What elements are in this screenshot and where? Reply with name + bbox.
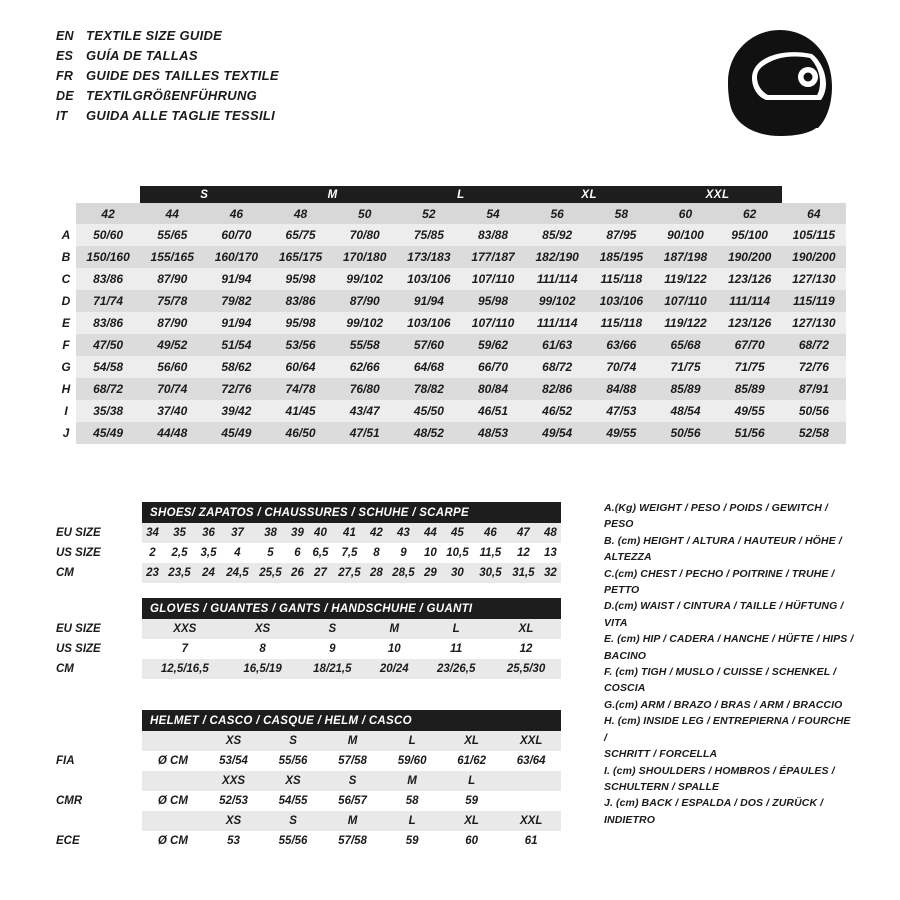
table-row: J 45/49 44/48 45/49 46/50 47/51 48/52 48/53 49/54 49/55 50/56 51/56 52/58 — [56, 422, 846, 444]
shoes-title: SHOES/ ZAPATOS / CHAUSSURES / SCHUHE / SCARPE — [142, 502, 561, 523]
row-key-b: B — [56, 246, 76, 268]
band-xxl: XXL — [653, 186, 781, 203]
helmet-fia-size-row: XS S M L XL XXL — [56, 731, 561, 751]
legend-line-h: H. (cm) INSIDE LEG / ENTREPIERNA / FOURCHE / — [604, 715, 851, 744]
title-text-en: TEXTILE SIZE GUIDE — [86, 28, 223, 43]
band-s: S — [140, 186, 268, 203]
table-row: D 71/74 75/78 79/82 83/86 87/90 91/94 95/98 99/102 103/106 107/110 111/114 115/119 — [56, 290, 846, 312]
shoes-eu-label: EU SIZE — [56, 523, 142, 543]
title-text-fr: GUIDE DES TAILLES TEXTILE — [86, 68, 279, 83]
title-lang-it: IT — [56, 109, 68, 123]
title-row-es — [56, 48, 279, 68]
title-row-fr — [56, 68, 279, 88]
legend-line-f: F. (cm) TIGH / MUSLO / CUISSE / SCHENKEL / COSCIA — [604, 666, 837, 695]
title-lang-en: EN — [56, 29, 74, 43]
size-52: 52 — [397, 203, 461, 224]
size-number-row — [56, 203, 846, 224]
helmet-fia-value-row: FIA Ø CM 53/54 55/56 57/58 59/60 61/62 63/64 — [56, 751, 561, 771]
shoes-us-label: US SIZE — [56, 543, 142, 563]
helmet-ece-unit: Ø CM — [142, 831, 204, 851]
helmet-fia-unit: Ø CM — [142, 751, 204, 771]
title-text-es: GUÍA DE TALLAS — [86, 48, 198, 63]
gloves-us-row: US SIZE 7 8 9 10 11 12 — [56, 639, 561, 659]
legend-line-b: B. (cm) HEIGHT / ALTURA / HAUTEUR / HÖHE / ALTEZZA — [604, 534, 842, 564]
legend-line-j: J. (cm) BACK / ESPALDA / DOS / ZURÜCK / INDIETRO — [604, 797, 824, 826]
shoes-block — [56, 502, 561, 583]
band-l: L — [397, 186, 525, 203]
size-46: 46 — [204, 203, 268, 224]
table-row: B 150/160 155/165 160/170 165/175 170/180 173/183 177/187 182/190 185/195 187/198 190/200 190/200 — [56, 246, 846, 268]
legend-line-d: D.(cm) WAIST / CINTURA / TAILLE / HÜFTUNG / VITA — [604, 600, 844, 629]
size-band-row — [56, 186, 846, 203]
size-54: 54 — [461, 203, 525, 224]
row-key-g: G — [56, 356, 76, 378]
helmet-ece-size-row: XS S M L XL XXL — [56, 811, 561, 831]
title-row-de — [56, 88, 279, 108]
legend-line-a: A.(Kg) WEIGHT / PESO / POIDS / GEWITCH / PESO — [604, 502, 828, 531]
title-row-en — [56, 28, 279, 48]
gloves-cm-row: CM 12,5/16,5 16,5/19 18/21,5 20/24 23/26,5 25,5/30 — [56, 659, 561, 679]
size-44: 44 — [140, 203, 204, 224]
table-row: C 83/86 87/90 91/94 95/98 99/102 103/106 107/110 111/114 115/118 119/122 123/126 127/130 — [56, 268, 846, 290]
title-lang-de: DE — [56, 89, 74, 103]
helmet-ece-value-row: ECE Ø CM 53 55/56 57/58 59 60 61 — [56, 831, 561, 851]
band-m: M — [268, 186, 396, 203]
table-row: H 68/72 70/74 72/76 74/78 76/80 78/82 80/84 82/86 84/88 85/89 85/89 87/91 — [56, 378, 846, 400]
title-lang-es: ES — [56, 49, 74, 63]
gloves-header-void — [56, 598, 142, 619]
row-key-h: H — [56, 378, 76, 400]
table-row: F 47/50 49/52 51/54 53/56 55/58 57/60 59/62 61/63 63/66 65/68 67/70 68/72 — [56, 334, 846, 356]
row-key-a: A — [56, 224, 76, 246]
helmet-block — [56, 710, 561, 851]
table-row: A 50/60 55/65 60/70 65/75 70/80 75/85 83/88 85/92 87/95 90/100 95/100 105/115 — [56, 224, 846, 246]
title-block — [56, 28, 279, 128]
row-key-d: D — [56, 290, 76, 312]
band-xl: XL — [525, 186, 653, 203]
size-58: 58 — [589, 203, 653, 224]
title-row-it — [56, 108, 279, 128]
row-key-j: J — [56, 422, 76, 444]
helmet-cmr-label: CMR — [56, 791, 142, 811]
size-60: 60 — [653, 203, 717, 224]
textile-size-table — [56, 186, 846, 444]
size-56: 56 — [525, 203, 589, 224]
helmet-cmr-unit: Ø CM — [142, 791, 204, 811]
helmet-header-row — [56, 710, 561, 731]
gloves-cm-label: CM — [56, 659, 142, 679]
helmet-title: HELMET / CASCO / CASQUE / HELM / CASCO — [142, 710, 561, 731]
row-key-e: E — [56, 312, 76, 334]
size-42: 42 — [76, 203, 140, 224]
legend-line-g: G.(cm) ARM / BRAZO / BRAS / ARM / BRACCIO — [604, 698, 843, 711]
shoes-eu-row: EU SIZE 34 35 36 37 38 39 40 41 42 43 44 45 46 47 48 — [56, 523, 561, 543]
helmet-ece-label: ECE — [56, 831, 142, 851]
legend-line-i-cont: SCHULTERN / SPALLE — [604, 780, 720, 793]
shoes-cm-label: CM — [56, 563, 142, 583]
title-text-it: GUIDA ALLE TAGLIE TESSILI — [86, 108, 276, 123]
shoes-header-row — [56, 502, 561, 523]
row-key-c: C — [56, 268, 76, 290]
legend-line-e: E. (cm) HIP / CADERA / HANCHE / HÜFTE / HIPS / BACINO — [604, 633, 854, 662]
gloves-eu-row: EU SIZE XXS XS S M L XL — [56, 619, 561, 639]
size-62: 62 — [718, 203, 782, 224]
gloves-header-row — [56, 598, 561, 619]
helmet-cmr-size-row: XXS XS S M L — [56, 771, 561, 791]
legend-line-c: C.(cm) CHEST / PECHO / POITRINE / TRUHE / PETTO — [604, 567, 835, 597]
gloves-eu-label: EU SIZE — [56, 619, 142, 639]
table-row: E 83/86 87/90 91/94 95/98 99/102 103/106 107/110 111/114 115/118 119/122 123/126 127/130 — [56, 312, 846, 334]
helmet-icon — [720, 24, 840, 144]
size-64: 64 — [782, 203, 846, 224]
row-key-i: I — [56, 400, 76, 422]
size-50: 50 — [333, 203, 397, 224]
helmet-fia-label: FIA — [56, 751, 142, 771]
title-lang-fr: FR — [56, 69, 74, 83]
title-text-de: TEXTILGRÖßENFÜHRUNG — [86, 88, 258, 103]
table-row: I 35/38 37/40 39/42 41/45 43/47 45/50 46/51 46/52 47/53 48/54 49/55 50/56 — [56, 400, 846, 422]
gloves-us-label: US SIZE — [56, 639, 142, 659]
band-blank-end — [782, 186, 846, 203]
legend-line-i: I. (cm) SHOULDERS / HOMBROS / ÉPAULES / — [604, 764, 835, 777]
legend-line-h-cont: SCHRITT / FORCELLA — [604, 748, 718, 761]
shoes-us-row: US SIZE 2 2,5 3,5 4 5 6 6,5 7,5 8 9 10 10,5 11,5 12 13 — [56, 543, 561, 563]
gloves-title: GLOVES / GUANTES / GANTS / HANDSCHUHE / GUANTI — [142, 598, 561, 619]
shoes-cm-row: CM 23 23,5 24 24,5 25,5 26 27 27,5 28 28,5 29 30 30,5 31,5 32 — [56, 563, 561, 583]
band-blank — [76, 186, 140, 203]
size-48: 48 — [268, 203, 332, 224]
helmet-cmr-value-row: CMR Ø CM 52/53 54/55 56/57 58 59 — [56, 791, 561, 811]
measurement-legend — [604, 500, 854, 828]
row-key-f: F — [56, 334, 76, 356]
table-row: G 54/58 56/60 58/62 60/64 62/66 64/68 66/70 68/72 70/74 71/75 71/75 72/76 — [56, 356, 846, 378]
helmet-header-void — [56, 710, 142, 731]
shoes-header-void — [56, 502, 142, 523]
gloves-block — [56, 598, 561, 679]
